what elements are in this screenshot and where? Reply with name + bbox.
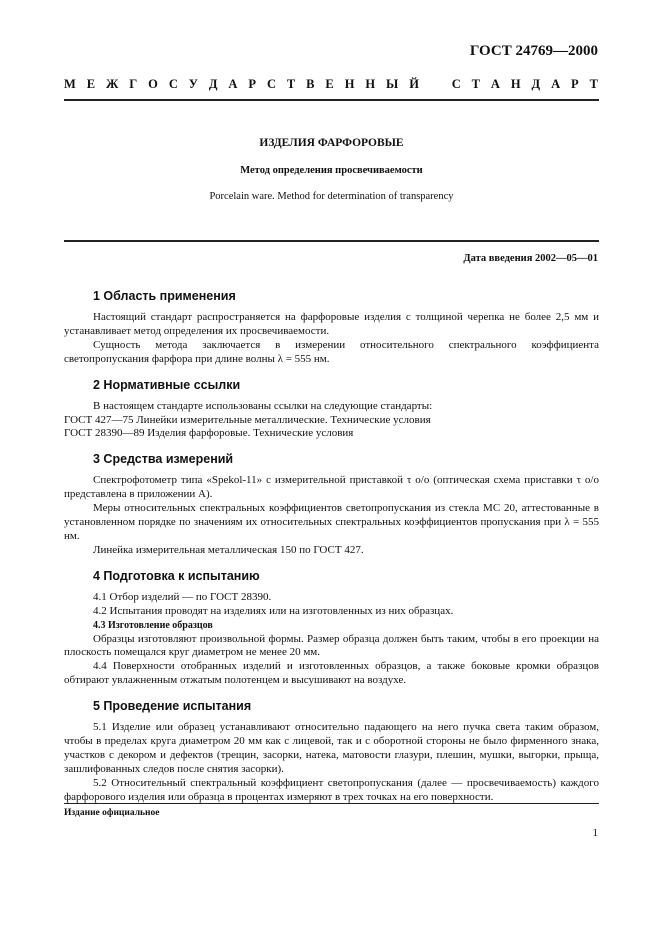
interstate-letter: О (148, 77, 158, 91)
paragraph: Настоящий стандарт распространяется на фарфоровые изделия с толщиной черепка не более 2,5 мм и устанавливает метод определения их просвечиваемости. (64, 311, 599, 337)
title-divider (64, 240, 599, 242)
section-heading: 2 Нормативные ссылки (93, 377, 241, 392)
paragraph: Спектрофотометр типа «Spekol-11» с измерительной приставкой τ о/о (оптическая схема приставки τ о/о представлена в приложении А). (64, 474, 599, 501)
interstate-letter: М (64, 77, 76, 91)
interstate-letter: Т (589, 77, 598, 91)
interstate-letter: Ж (106, 77, 119, 91)
section-heading: 3 Средства измерений (93, 452, 234, 467)
reference-item: ГОСТ 427—75 Линейки измерительные металлические. Технические условия (64, 413, 431, 426)
interstate-letter: С (266, 77, 276, 91)
interstate-letter: А (490, 77, 500, 91)
subsection-heading: 4.3 Изготовление образцов (93, 619, 213, 631)
interstate-letter: Р (571, 77, 579, 91)
gost-number: ГОСТ 24769—2000 (469, 43, 598, 59)
interstate-letter: У (188, 77, 198, 91)
paragraph: 4.1 Отбор изделий — по ГОСТ 28390. (93, 590, 272, 603)
english-title: Porcelain ware. Method for determination of transparency (209, 191, 454, 202)
interstate-letter: А (551, 77, 561, 91)
interstate-letter: Е (86, 77, 96, 91)
edition-label: Издание официальное (64, 808, 160, 818)
interstate-letter: Н (510, 77, 521, 91)
interstate-letter: Ы (386, 77, 399, 91)
document-body (64, 287, 599, 814)
interstate-standard-heading (64, 77, 598, 92)
section-preparation (64, 567, 599, 688)
interstate-letter: Г (129, 77, 138, 91)
section-measuring-instruments (64, 450, 599, 557)
paragraph: 5.1 Изделие или образец устанавливают относительно падающего на него пучка света таким образом, чтобы в пределах круга диаметром 20 мм как с лицевой, так и с оборотной стороны не было фирменного знака, участков с декором и дефектов (трещин, засорки, натека, матовости глазури, плешин, мушки, выгорки, прыща, зашлифованных следов после снятия засорки). (64, 721, 599, 775)
paragraph: 4.4 Поверхности отобранных изделий и изготовленных образцов, а также боковые кромки образцов обтирают увлажненным отжатым полотенцем и высушивают на воздухе. (64, 660, 599, 687)
interstate-letter: Е (325, 77, 334, 91)
section-heading: 5 Проведение испытания (93, 699, 252, 714)
interstate-letter: Й (409, 77, 419, 91)
interstate-letter: С (451, 77, 461, 91)
interstate-letter: Т (471, 77, 480, 91)
interstate-letter: А (228, 77, 238, 91)
paragraph: Меры относительных спектральных коэффициентов светопропускания из стекла МС 20, аттестованные в установленном порядке по значениям их относительных спектральных коэффициентов пропускания при λ = 555 нм. (64, 502, 599, 542)
interstate-letter: Р (248, 77, 257, 91)
section-testing (64, 697, 599, 804)
paragraph: В настоящем стандарте использованы ссылки на следующие стандарты: (93, 399, 433, 412)
paragraph: Сущность метода заключается в измерении относительного спектрального коэффициента светопропускания фарфора при длине волны λ = 555 нм. (64, 338, 599, 365)
interstate-letter: В (306, 77, 315, 91)
footer-divider (64, 803, 599, 804)
paragraph: 5.2 Относительный спектральный коэффициент светопропускания (далее — просвечиваемость) каждого фарфорового изделия или образца в процентах измеряют в трех точках на его поверхности. (64, 776, 599, 803)
interstate-letter: Д (531, 77, 541, 91)
method-title: Метод определения просвечиваемости (240, 165, 423, 176)
interstate-letter: Т (286, 77, 296, 91)
paragraph: 4.2 Испытания проводят на изделиях или на изготовленных из них образцах. (93, 604, 454, 617)
section-heading: 4 Подготовка к испытанию (93, 568, 260, 583)
top-divider (64, 99, 599, 101)
page-number: 1 (592, 827, 598, 839)
introduction-date: Дата введения 2002—05—01 (463, 253, 598, 264)
interstate-letter: С (168, 77, 178, 91)
interstate-letter: Д (208, 77, 218, 91)
interstate-letter: Н (365, 77, 376, 91)
section-heading: 1 Область применения (93, 289, 236, 303)
paragraph: Образцы изготовляют произвольной формы. Размер образца должен быть таким, чтобы в его проекции на плоскость помещался круг диаметром не менее 20 мм. (64, 632, 599, 659)
paragraph: Линейка измерительная металлическая 150 по ГОСТ 427. (93, 543, 364, 556)
section-references (64, 376, 599, 442)
interstate-letter: Н (344, 77, 355, 91)
document-title: ИЗДЕЛИЯ ФАРФОРОВЫЕ (259, 137, 404, 149)
section-scope (64, 287, 599, 367)
reference-item: ГОСТ 28390—89 Изделия фарфоровые. Технические условия (64, 427, 354, 440)
